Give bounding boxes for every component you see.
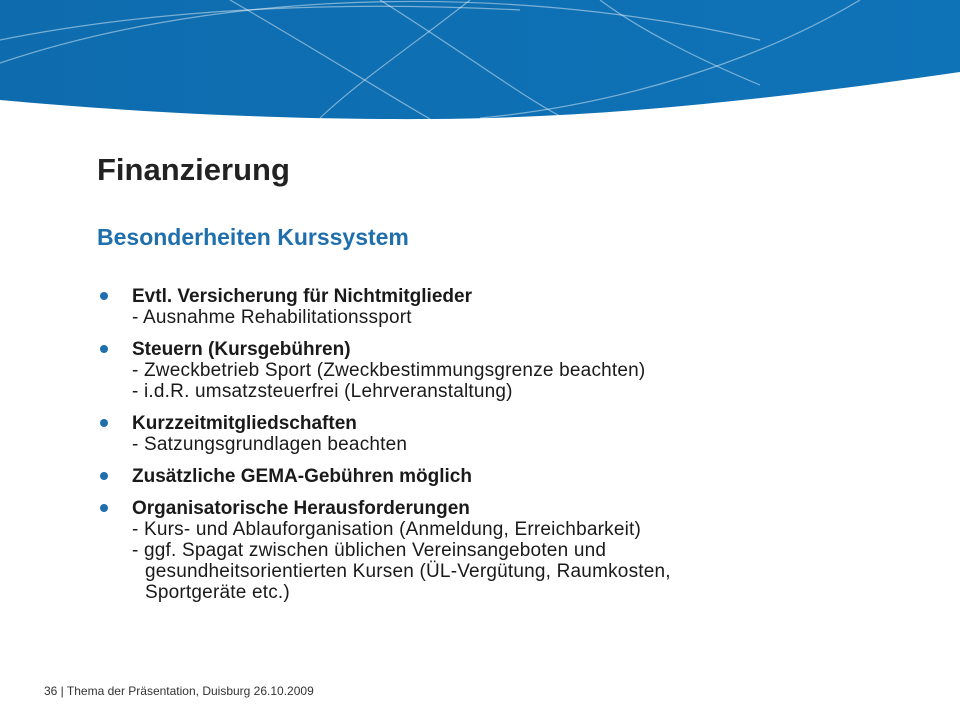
list-item xyxy=(98,339,918,402)
slide-subtitle: Besonderheiten Kurssystem xyxy=(97,224,409,250)
bullet-line: - Zweckbetrieb Sport (Zweckbestimmungsgrenze beachten) xyxy=(132,360,646,381)
slide-title: Finanzierung xyxy=(97,152,290,187)
bullet-icon xyxy=(100,504,108,512)
bullet-heading: Zusätzliche GEMA-Gebühren möglich xyxy=(132,466,472,487)
bullet-line: - Kurs- und Ablauforganisation (Anmeldung, Erreichbarkeit) xyxy=(132,519,642,540)
bullet-line: gesundheitsorientierten Kursen (ÜL-Vergütung, Raumkosten, xyxy=(145,561,671,582)
bullet-line: - Satzungsgrundlagen beachten xyxy=(132,434,408,455)
bullet-line: - Ausnahme Rehabilitationssport xyxy=(132,307,412,328)
bullet-icon xyxy=(100,472,108,480)
bullet-line: - i.d.R. umsatzsteuerfrei (Lehrveranstaltung) xyxy=(132,381,513,402)
bullet-heading: Steuern (Kursgebühren) xyxy=(132,339,351,360)
list-item xyxy=(98,413,918,455)
bullet-line: Sportgeräte etc.) xyxy=(145,582,290,603)
header-banner xyxy=(0,0,960,120)
list-item xyxy=(98,466,918,487)
bullet-line: - ggf. Spagat zwischen üblichen Vereinsangeboten und xyxy=(132,540,607,561)
bullet-icon xyxy=(100,419,108,427)
list-item xyxy=(98,498,918,603)
bullet-icon xyxy=(100,345,108,353)
bullet-icon xyxy=(100,292,108,300)
list-item xyxy=(98,286,918,328)
bullet-heading: Kurzzeitmitgliedschaften xyxy=(132,413,357,434)
slide-footer: 36 | Thema der Präsentation, Duisburg 26.10.2009 xyxy=(44,684,314,698)
bullet-heading: Evtl. Versicherung für Nichtmitglieder xyxy=(132,286,472,307)
bullet-list xyxy=(98,286,918,614)
bullet-heading: Organisatorische Herausforderungen xyxy=(132,498,470,519)
